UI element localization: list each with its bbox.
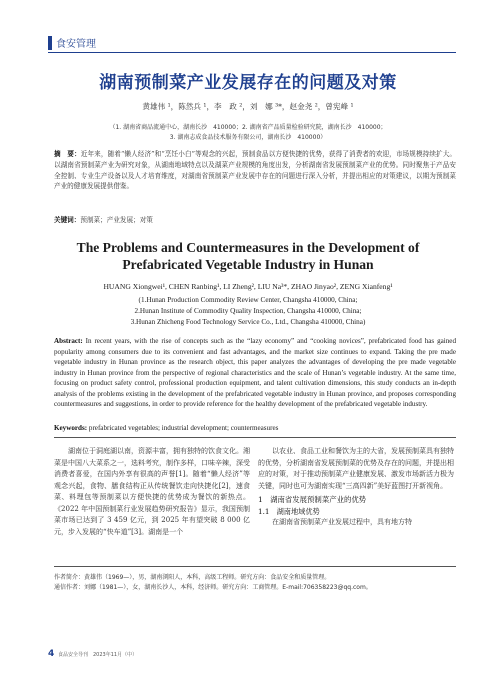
affiliation-line: 3.Hunan Zhicheng Food Technology Service Co., Ltd., Changsha 410000, China) bbox=[130, 318, 366, 327]
header-rule bbox=[48, 52, 456, 53]
abstract-label: Abstract: bbox=[54, 337, 83, 345]
body-paragraph: 在湖南省预制菜产业发展过程中，具有地方特 bbox=[272, 518, 412, 526]
affiliation-line: （1. 湖南省商品流通中心，湖南长沙 410000；2. 湖南省产品质量检验研究院，湖南长沙 410000； bbox=[109, 124, 387, 131]
keywords-english bbox=[54, 424, 456, 432]
body-column-left bbox=[54, 446, 250, 538]
abstract-english bbox=[54, 336, 456, 410]
abstract-label: 摘 要： bbox=[54, 150, 81, 158]
subsection-heading: 1.1 湖南地域优势 bbox=[258, 506, 320, 516]
abstract-text: In recent years, with the rise of concepts such as the “lazy economy” and “cooking novices”, prefabricated food has gained popularity among consumers due to its convenient and fast advantages, and the market size continues to expand. Taking the pre made vegetable industry in Hunan province as the research object, this paper analyzes the advantages of developing the pre made vegetable industry in Hunan province from the perspective of regional characteristics and the scale of Hunan’s vegetable industry. At the same time, focusing on product safety control, professional production equipment, and talent cultivation dimensions, this study conducts an in-depth analysis of the problems existing in the development of the prefabricated vegetable industry in Hunan province, and proposes corresponding countermeasures and suggestions, in order to provide reference for the healthy development of the prefabricated vegetable industry. bbox=[54, 337, 456, 408]
keywords-label: Keywords: bbox=[54, 424, 88, 432]
title-english: The Problems and Countermeasures in the Development of Prefabricated Vegetable Industry in Hunan bbox=[76, 240, 420, 272]
section-heading: 1 湖南省发展预制菜产业的优势 bbox=[258, 495, 367, 504]
page-number: 4 bbox=[48, 649, 55, 659]
affiliations-english bbox=[0, 295, 496, 329]
affiliations-chinese bbox=[40, 123, 456, 142]
authors-chinese: 黄雄伟 ¹，陈然兵 ¹，李 政 ²，刘 娜 ³*，赵金尧 ²，曾宪峰 ¹ bbox=[142, 102, 354, 111]
keywords-text: 预制菜；产业发展；对策 bbox=[80, 216, 153, 224]
affiliation-line: 2.Hunan Institute of Commodity Quality Inspection, Changsha 410000, China; bbox=[134, 307, 362, 316]
authors-english: HUANG Xiongwei¹, CHEN Ranbing¹, LI Zheng², LIU Na³*, ZHAO Jinyao², ZENG Xianfeng¹ bbox=[103, 282, 393, 291]
abstract-text: 近年来，随着“懒人经济”和“烹饪小白”等观念的兴起，预制食品以方便快捷的优势，获得了消费者的欢迎，市场规模持续扩大。以湖南省预制菜产业为研究对象，从湖南地域特点以及湖菜产业规模的角度出发，分析湖南省发展预制菜产业的优势。同时聚焦于产品安全控制、专业生产设备以及人才培育维度，对湖南省预制菜产业发展中存在的问题进行深入分析，并提出相应的对策建议，以期为预制菜产业的健康发展提供借鉴。 bbox=[54, 150, 457, 191]
keywords-text: prefabricated vegetables; industrial development; countermeasures bbox=[88, 424, 279, 432]
body-paragraph: 以农业、食品工业和餐饮为主的大省，发展预制菜具有独特的优势，分析湖南省发展预制菜的优势及存在的问题，并提出相应的对策，对于推动预制菜产业健康发展、激发市场新活力极为关键，同时也可为湖南实现“三高四新”美好蓝图打开新视角。 bbox=[258, 447, 454, 490]
affiliation-line: 3. 湖南志成食品技术服务有限公司，湖南长沙 410000） bbox=[169, 133, 327, 141]
keywords-chinese bbox=[54, 214, 456, 224]
author-bio: 作者简介：黄雄伟（1969—），男，湖南浏阳人，本科，高级工程师。研究方向：食品安全和质量管理。 bbox=[54, 574, 331, 581]
section-divider bbox=[54, 437, 456, 438]
abstract-chinese bbox=[54, 149, 456, 192]
section-marker bbox=[48, 36, 52, 50]
footnote-rule bbox=[54, 566, 456, 567]
journal-info: 食品安全导刊 2023年11月（中） bbox=[58, 652, 138, 658]
corresponding-author: 通信作者：刘娜（1981—），女，湖南长沙人，本科，经济师。研究方向：工商管理。E-mail:706358223@qq.com。 bbox=[54, 584, 372, 591]
section-label: 食安管理 bbox=[56, 39, 96, 50]
body-paragraph: 湖南位于洞庭湖以南，资源丰富，拥有独特的饮食文化。湘菜是中国八大菜系之一，选料考究，制作多样，口味辛辣，深受消费者喜爱，在国内外享有很高的声誉[1]。随着“懒人经济”等观念兴起，食物、膳食结构正从传统餐饮走向快捷化[2]，速食菜、料理包等预制菜以方便快捷的优势成为餐饮的新热点。《2022 年中国预制菜行业发展趋势研究报告》显示，我国预制菜市场已达到了 3 459 亿元，到 2025 年有望突破 8 000 亿元，步入发展的“快车道”[3]。湖南是一个 bbox=[54, 447, 250, 536]
footnote bbox=[54, 573, 456, 593]
body-column-right bbox=[258, 446, 454, 529]
affiliation-line: (1.Hunan Production Commodity Review Center, Changsha 410000, China; bbox=[138, 296, 358, 304]
keywords-label: 关键词： bbox=[54, 216, 81, 224]
title-chinese: 湖南预制菜产业发展存在的问题及对策 bbox=[99, 73, 397, 93]
